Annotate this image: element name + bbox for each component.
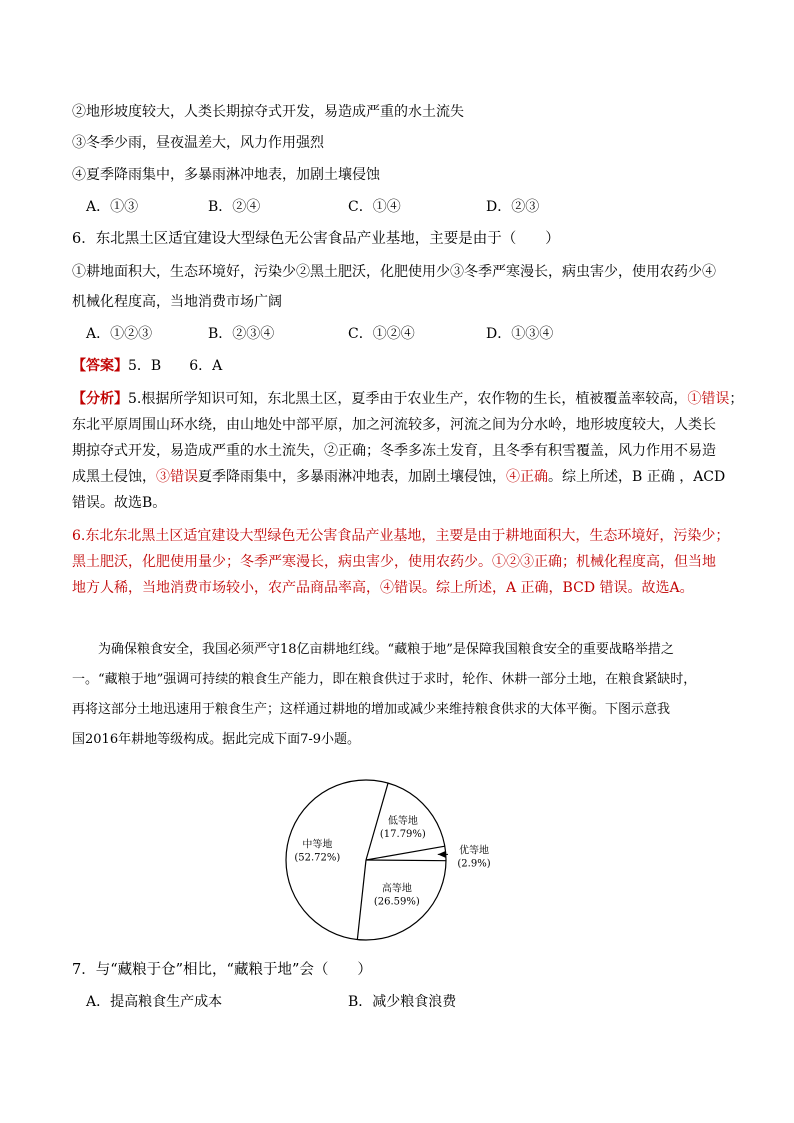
- q5-item-2: ②地形坡度较大，人类长期掠夺式开发，易造成严重的水土流失: [72, 104, 464, 120]
- q7-option-b[interactable]: B．减少粮食浪费: [348, 994, 457, 1010]
- analysis-p5-line4: [72, 464, 724, 490]
- q6-option-a[interactable]: A．①②③: [86, 326, 153, 342]
- q5-item-4: ④夏季降雨集中，多暴雨淋冲地表，加剧土壤侵蚀: [72, 167, 380, 183]
- pie-slice-percent: (52.72%): [294, 852, 341, 864]
- intro-line1: 为确保粮食安全，我国必须严守18亿亩耕地红线。“藏粮于地”是保障我国粮食安全的重要战略举措之: [72, 642, 674, 657]
- analysis-p5-line1: [72, 386, 744, 412]
- q5-item-3: ③冬季少雨，昼夜温差大，风力作用强烈: [72, 135, 324, 151]
- q6-option-b[interactable]: B．②③④: [208, 326, 275, 342]
- analysis-p5-seg8: 。综上所述，B 正确 ，ACD: [548, 469, 726, 485]
- analysis-p5-seg5: ③错误: [156, 469, 198, 485]
- intro-line4: 国2016年耕地等级构成。据此完成下面7-9小题。: [72, 732, 361, 747]
- intro-line2: 一。“藏粮于地”强调可持续的粮食生产能力，即在粮食供过于求时，轮作、休耕一部分土地，在粮食紧缺时，: [72, 672, 697, 687]
- analysis-p5-seg4: 成黑土侵蚀，: [72, 469, 156, 485]
- q6-option-c[interactable]: C．①②④: [348, 326, 415, 342]
- pie-slice-name: 低等地: [387, 815, 418, 827]
- q7-stem: 7．与“藏粮于仓”相比，“藏粮于地”会（ ）: [72, 962, 372, 978]
- pie-slice-name: 中等地: [302, 839, 333, 851]
- q6-items-line1: ①耕地面积大，生态环境好，污染少②黑土肥沃，化肥使用少③冬季严寒漫长，病虫害少，使用农药少④: [72, 264, 716, 280]
- analysis-p6-line3: 地方人稀，当地消费市场较小，农产品商品率高，④错误。综上所述，A 正确，BCD 错误。故选A。: [72, 580, 694, 596]
- pie-slice-name: 高等地: [381, 883, 412, 895]
- answer-text: 5．B 6．A: [128, 358, 223, 374]
- analysis-p5-seg6: 夏季降雨集中，多暴雨淋冲地表，加剧土壤侵蚀，: [198, 469, 506, 485]
- analysis-p5-line3: 期掠夺式开发，易造成严重的水土流失，②正确；冬季多冻土发育，且冬季有积雪覆盖，风力作用不易造: [72, 443, 716, 459]
- pie-slice-percent: (26.59%): [373, 896, 420, 908]
- analysis-p5-line2: 东北平原周围山环水绕，由山地处中部平原，加之河流较多，河流之间为分水岭，地形坡度较大，人类长: [72, 417, 716, 433]
- analysis-p6-line2: 黑土肥沃，化肥使用量少；冬季严寒漫长，病虫害少，使用农药少。①②③正确；机械化程度高，但当地: [72, 554, 716, 570]
- analysis-p5-seg3: ；: [729, 391, 744, 407]
- farmland-grade-pie-chart: [270, 776, 530, 946]
- pie-slice-name: 优等地: [459, 845, 489, 857]
- pie-slice-boundary: [366, 860, 446, 861]
- q5-option-c[interactable]: C．①④: [348, 199, 401, 215]
- q6-stem: 6．东北黑土区适宜建设大型绿色无公害食品产业基地，主要是由于（ ）: [72, 231, 560, 247]
- analysis-p5-end: 错误。故选B。: [72, 495, 167, 511]
- pie-slice-percent: (2.9%): [457, 858, 491, 870]
- answer-label: 【答案】: [72, 358, 128, 374]
- pie-slice-percent: (17.79%): [379, 828, 426, 840]
- q6-items-line2: 机械化程度高，当地消费市场广阔: [72, 294, 282, 310]
- analysis-p5-seg1: 5.根据所学知识可知，东北黑土区，夏季由于农业生产，农作物的生长，植被覆盖率较高，: [128, 391, 688, 407]
- answer-line: [72, 356, 222, 376]
- intro-line3: 再将这部分土地迅速用于粮食生产；这样通过耕地的增加或减少来维持粮食供求的大体平衡。下图示意我: [72, 702, 671, 717]
- q5-option-d[interactable]: D．②③: [486, 199, 540, 215]
- analysis-label: 【分析】: [72, 391, 128, 407]
- q7-option-a[interactable]: A．提高粮食生产成本: [86, 994, 223, 1010]
- analysis-p6-line1: 6.东北东北黑土区适宜建设大型绿色无公害食品产业基地，主要是由于耕地面积大，生态环境好，污染少；: [72, 528, 730, 544]
- analysis-p5-seg2: ①错误: [687, 391, 730, 407]
- q5-option-b[interactable]: B．②④: [208, 199, 261, 215]
- analysis-p5-seg7: ④正确: [506, 469, 548, 485]
- q6-option-d[interactable]: D．①③④: [486, 326, 554, 342]
- q5-option-a[interactable]: A．①③: [86, 199, 139, 215]
